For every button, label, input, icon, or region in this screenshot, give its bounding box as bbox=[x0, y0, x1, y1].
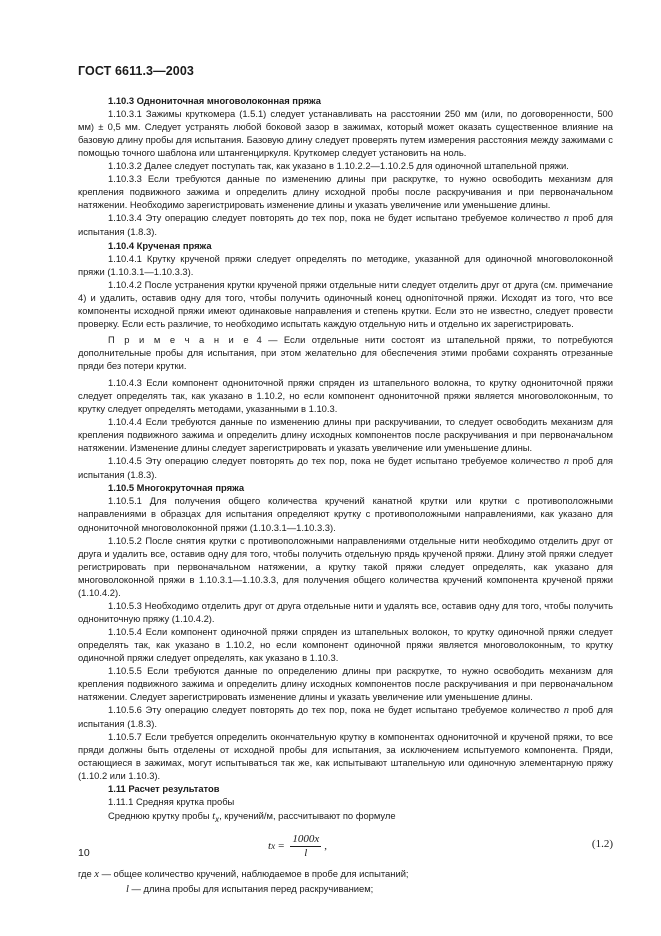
body-paragraph bbox=[78, 172, 613, 211]
section-heading: 1.10.4 Крученая пряжа bbox=[108, 239, 212, 251]
section-heading: 1.10.3 Однониточная многоволоконная пряжа bbox=[108, 95, 321, 106]
formula-denominator: l bbox=[304, 847, 308, 860]
definition-prefix: где bbox=[78, 868, 95, 880]
body-paragraph bbox=[78, 703, 613, 730]
equation-number: (1.2) bbox=[591, 838, 613, 851]
paragraph-text: 1.10.5.3 Необходимо отделить друг от друга отдельные нити и удалять все, оставив одну для того, чтобы получить однониточную пряжу (1.10.4.2). bbox=[78, 599, 613, 624]
body-paragraph bbox=[78, 494, 613, 533]
note-paragraph bbox=[78, 333, 613, 372]
paragraph-text: 1.10.5.5 Если требуются данные по определению длины при раскрутке, то нужно освободить механизм для крепления подвижного зажима и определить длину исходных компонентов после раскручивания и при первоначальном натяжении. Следует зарегистрировать изменение длины и указать увеличение или уменьшение длины. bbox=[78, 665, 613, 703]
body-paragraph bbox=[78, 252, 613, 278]
variable-subscript: x bbox=[215, 814, 220, 824]
body-paragraph bbox=[78, 795, 613, 808]
body-paragraph bbox=[78, 376, 613, 415]
paragraph-text: 1.10.3.2 Далее следует поступать так, как указано в 1.10.2.2—1.10.2.5 для одиночной штапельной пряжи. bbox=[108, 160, 569, 172]
formula-numerator: 1000x bbox=[292, 833, 320, 846]
definition-variable: x bbox=[94, 869, 99, 881]
body-paragraph bbox=[78, 107, 613, 159]
body-paragraph bbox=[78, 159, 613, 172]
paragraph-text: 1.11.1 Средняя крутка пробы bbox=[108, 796, 235, 808]
variable-definition bbox=[78, 867, 613, 881]
paragraph-text: 1.10.5.4 Если компонент одиночной пряжи спряден из штапельных волокон, то крутку одиночной пряжи следует определять так, как указано в 1.10.2, но если компонент одиночной пряжи является многоволоконным, то крутку одиночной пряжи следует определять, как указано в 1.10.3. bbox=[78, 625, 613, 663]
definition-variable: l bbox=[126, 883, 129, 895]
section-heading: 1.10.5 Многокруточная пряжа bbox=[108, 482, 245, 494]
document-header: ГОСТ 6611.3—2003 bbox=[78, 64, 194, 78]
body-paragraph bbox=[78, 454, 613, 481]
paragraph-tail: , кручений/м, рассчитывают по формуле bbox=[219, 809, 396, 821]
paragraph-text: 1.10.5.7 Если требуется определить окончательную крутку в компонентах однониточной и крученой пряжи, то все пряди должны быть отделены от исходной пробы для испытания, за исключением испытуемого компонента. Пряди, остающиеся в зажимах, могут испытываться так же, как испытывают штапельную или одиночную элементарную пряжу (1.10.2 или 1.10.3). bbox=[78, 731, 613, 782]
body-paragraph bbox=[78, 534, 613, 599]
variable-symbol: t bbox=[212, 810, 216, 822]
paragraph-text: 1.10.3.1 Зажимы круткомера (1.5.1) следует устанавливать на расстоянии 250 мм (или, по договоренности, 500 мм) ± 0,5 мм. Следует устранять любой боковой зазор в зажимах, который может оказать существенное влияние на базовую длину пробы для испытания. Базовую длину следует проверять путем измерения расстояния между зажимами с помощью точного шаблона или штангенциркуля. Круткомер следует установить на ноль. bbox=[78, 108, 613, 159]
variable-definition bbox=[78, 882, 613, 896]
variable-symbol: n bbox=[563, 705, 569, 717]
body-paragraph bbox=[78, 664, 613, 703]
body-paragraph bbox=[78, 278, 613, 330]
paragraph-text: 1.10.5.6 Эту операцию следует повторять до тех пор, пока не будет испытано требуемое количество bbox=[108, 704, 564, 716]
variable-symbol: n bbox=[563, 213, 569, 225]
formula-row bbox=[78, 829, 613, 865]
paragraph-tail: проб для испытания (1.8.3). bbox=[78, 212, 613, 238]
paragraph-text: 1.10.3.3 Если требуются данные по изменению длины при раскрутке, то нужно освободить механизм для крепления подвижного зажима и определить длину исходной пробы после раскручивания и при первоначальном натяжении. Необходимо зарегистрировать изменение длины и указать увеличение или уменьшение длины. bbox=[78, 173, 613, 211]
formula-lhs: t bbox=[268, 840, 272, 853]
paragraph-text: 1.10.4.3 Если компонент однониточной пряжи спряден из штапельного волокна, то крутку однониточной пряжи следует определять так, как указано в 1.10.2, но если компонент однониточной пряжи является многоволоконным, то крутку следует определять методами, указанными в 1.10.3. bbox=[78, 376, 613, 415]
paragraph-tail: проб для испытания (1.8.3). bbox=[78, 455, 613, 481]
equals-sign: = bbox=[278, 840, 285, 853]
document-body bbox=[78, 94, 613, 896]
body-paragraph bbox=[78, 625, 613, 664]
body-paragraph bbox=[78, 809, 613, 826]
formula-comma: , bbox=[324, 840, 327, 853]
formula-lhs-subscript: x bbox=[271, 841, 276, 852]
section-heading: 1.11 Расчет результатов bbox=[108, 783, 220, 795]
formula-fraction bbox=[290, 833, 321, 860]
page-number: 10 bbox=[78, 847, 90, 859]
paragraph-text: 1.10.4.4 Если требуются данные по изменению длины при раскручивании, то следует освободить механизм для крепления подвижного зажима и определить длину исходных компонентов после раскручивания и при первоначальном натяжении. Изменение длины следует зарегистрировать и указать увеличение или уменьшение длины. bbox=[78, 416, 613, 454]
paragraph-text: Среднюю крутку пробы bbox=[108, 809, 213, 821]
definition-text: — общее количество кручений, наблюдаемое в пробе для испытаний; bbox=[98, 868, 409, 880]
body-paragraph bbox=[78, 211, 613, 238]
body-paragraph bbox=[78, 415, 613, 454]
paragraph-text: 1.10.4.5 Эту операцию следует повторять до тех пор, пока не будет испытано требуемое количество bbox=[108, 455, 564, 467]
paragraph-tail: проб для испытания (1.8.3). bbox=[78, 704, 613, 730]
paragraph-text: 1.10.5.1 Для получения общего количества кручений канатной крутки или крутки с противоположными направлениями в образцах для испытания определяют крутку с противоположными направлениями, как указано для однониточной многоволоконной пряжи (1.10.3.1—1.10.3.3). bbox=[78, 495, 613, 533]
paragraph-text: 1.10.3.4 Эту операцию следует повторять до тех пор, пока не будет испытано требуемое количество bbox=[108, 212, 564, 224]
paragraph-text: 1.10.5.2 После снятия крутки с противоположными направлениями отдельные нити необходимо отделить друг от друга и удалить все, оставив одну для того, чтобы получить отдельную прядь крученой пряжи. Длину этой пряжи следует регистрировать при первоначальном натяжении, а крутку такой пряжи следует определять, как указано для многоволоконной пряжи в 1.10.3.1—1.10.3.3, для получения общего количества кручений компонента крученой пряжи (1.10.4.2). bbox=[78, 534, 613, 598]
body-paragraph bbox=[78, 599, 613, 625]
note-text: 4 — Если отдельные нити состоят из штапельной пряжи, то потребуются дополнительные пробы для испытания, при этом желательно для обеспечения этими пробами сохранять отрезанные пряди без потери крутки. bbox=[78, 333, 613, 371]
note-label: П р и м е ч а н и е bbox=[108, 333, 251, 345]
body-paragraph bbox=[78, 730, 613, 782]
paragraph-text: 1.10.4.2 После устранения крутки крученой пряжи отдельные нити следует отделить друг от друга (см. примечание 4) и удалить, оставив одну для того, чтобы получить одиночный конец одноniточной пряжи. Исходят из того, что все компоненты исходной пряжи имеют одинаковые направления и степень крутки. Если это не известно, следует провести проверку. Если есть различие, то необходимо испытать каждую отдельную нить и отдельно их зарегистрировать. bbox=[78, 278, 613, 329]
paragraph-text: 1.10.4.1 Крутку крученой пряжи следует определять по методике, указанной для одиночной многоволоконной пряжи (1.10.3.1—1.10.3.3). bbox=[78, 252, 613, 277]
variable-symbol: n bbox=[563, 456, 569, 468]
definition-text: — длина пробы для испытания перед раскручиванием; bbox=[128, 882, 374, 894]
formula bbox=[268, 833, 327, 860]
